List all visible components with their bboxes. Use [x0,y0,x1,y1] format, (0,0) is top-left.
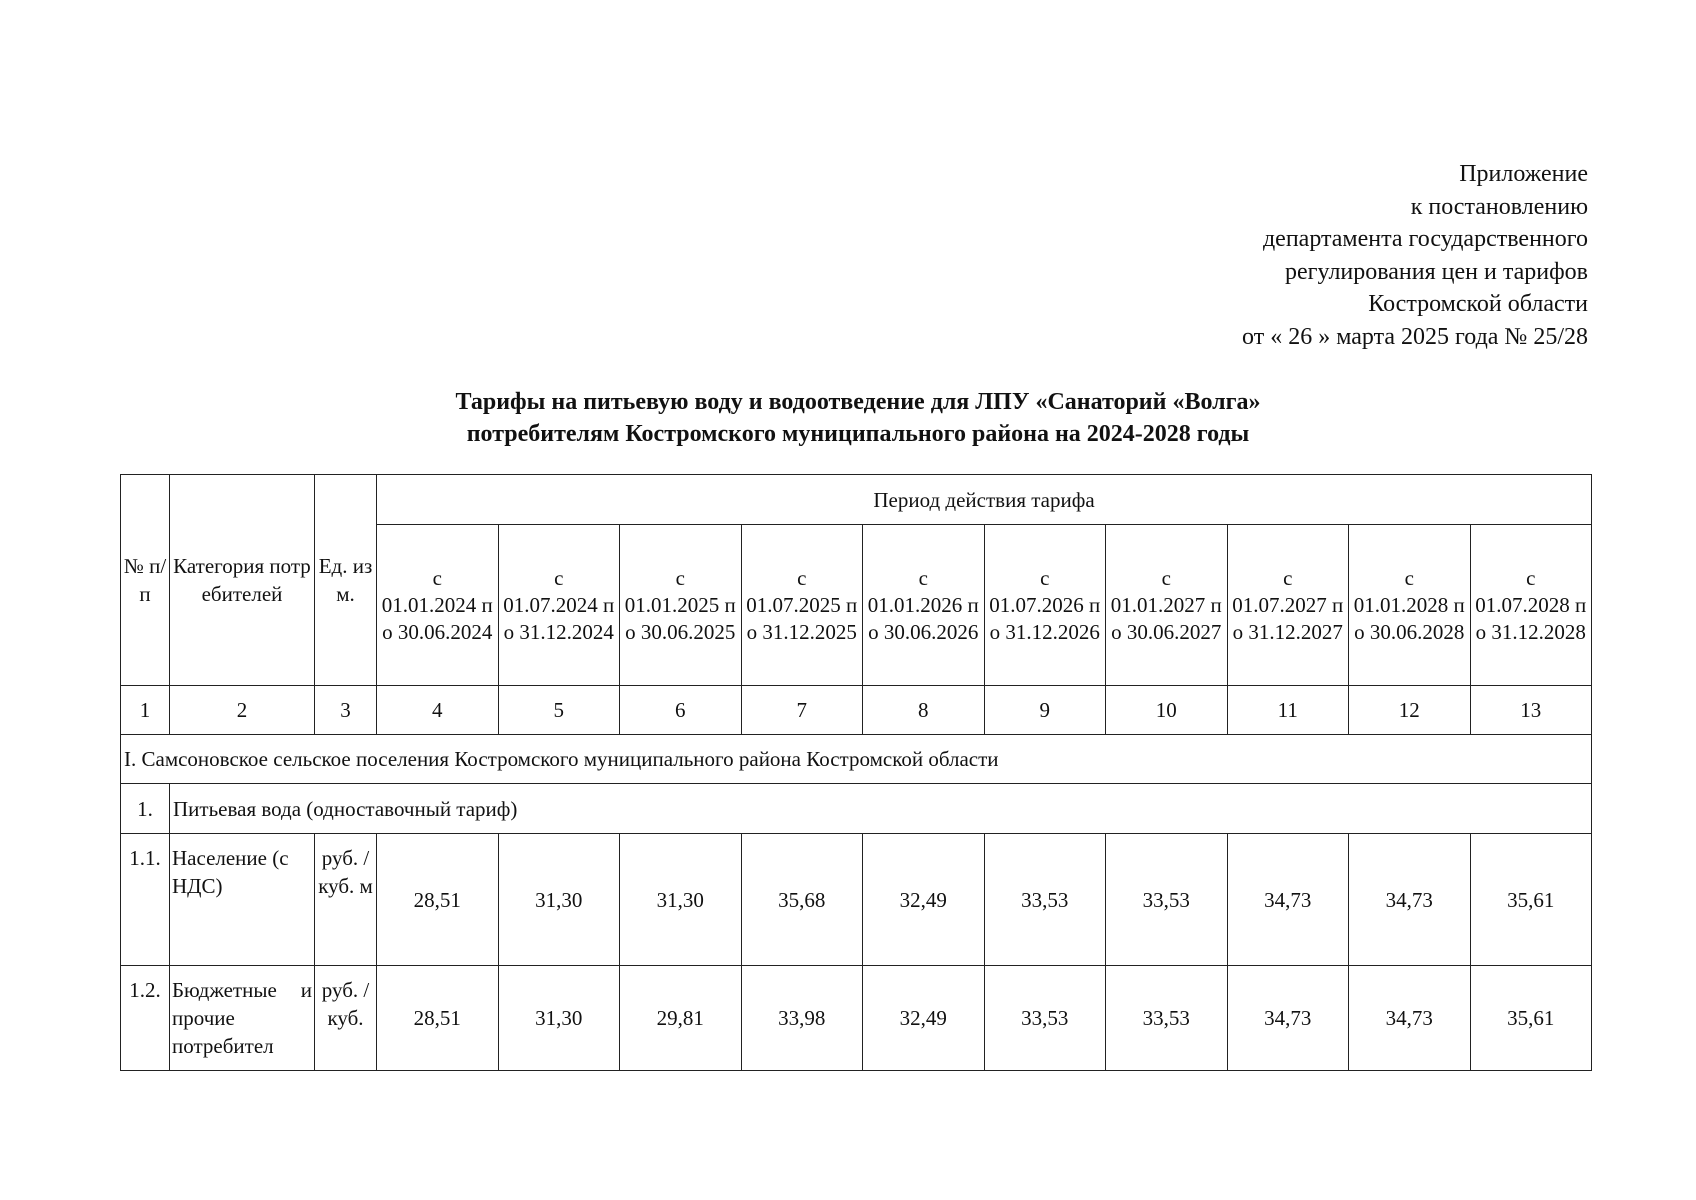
subsection-row [121,784,1592,834]
appendix-line: регулирования цен и тарифов [1285,258,1588,285]
appendix-line: Приложение [1459,161,1588,187]
column-number: 1 [121,686,170,735]
column-number-row [121,686,1592,735]
header-num: № п/п [121,475,170,686]
period-cell: с 01.01.2028 по 30.06.2028 [1349,525,1471,686]
appendix-line: к постановлению [1410,193,1588,220]
column-number: 11 [1227,686,1349,735]
tariff-value: 28,51 [377,834,499,966]
header-row-1 [121,475,1592,525]
column-number: 5 [498,686,620,735]
column-number: 3 [315,686,377,735]
row-category: Население (с НДС) [170,834,315,966]
tariff-value: 34,73 [1227,834,1349,966]
title-line-1: Тарифы на питьевую воду и водоотведение для ЛПУ «Санаторий «Волга» [455,389,1261,415]
tariff-value: 35,61 [1470,834,1592,966]
tariff-value: 32,49 [863,966,985,1071]
section-title: I. Самсоновское сельское поселения Костромского муниципального района Костромской области [121,735,1592,784]
title-line-2: потребителям Костромского муниципального района на 2024-2028 годы [466,421,1250,447]
appendix-line: от « 26 » марта 2025 года № 25/28 [1242,323,1588,350]
appendix-line: Костромской области [1368,291,1588,317]
column-number: 4 [377,686,499,735]
period-cell: с 01.07.2027 по 31.12.2027 [1227,525,1349,686]
tariff-value: 33,98 [741,966,863,1071]
period-cell: с 01.01.2026 по 30.06.2026 [863,525,985,686]
period-cell: с 01.07.2025 по 31.12.2025 [741,525,863,686]
tariff-value: 34,73 [1349,834,1471,966]
tariff-value: 34,73 [1349,966,1471,1071]
row-unit: руб. / куб. [315,966,377,1071]
tariff-value: 29,81 [620,966,742,1071]
period-cell: с 01.01.2027 по 30.06.2027 [1106,525,1228,686]
period-cell: с 01.01.2024 по 30.06.2024 [377,525,499,686]
period-cell: с 01.01.2025 по 30.06.2025 [620,525,742,686]
period-cell: с 01.07.2028 по 31.12.2028 [1470,525,1592,686]
column-number: 2 [170,686,315,735]
period-cell: с 01.07.2026 по 31.12.2026 [984,525,1106,686]
period-cell: с 01.07.2024 по 31.12.2024 [498,525,620,686]
tariff-value: 33,53 [1106,834,1228,966]
column-number: 10 [1106,686,1228,735]
tariff-value: 33,53 [984,834,1106,966]
row-category: Бюджетные и прочие потребител [170,966,315,1071]
subsection-title: Питьевая вода (одноставочный тариф) [170,784,1592,834]
tariff-value: 34,73 [1227,966,1349,1071]
tariff-value: 35,68 [741,834,863,966]
tariff-value: 35,61 [1470,966,1592,1071]
column-number: 7 [741,686,863,735]
row-num: 1.1. [121,834,170,966]
appendix-line: департамента государственного [1262,226,1588,252]
header-category: Категория потребителей [170,475,315,686]
column-number: 9 [984,686,1106,735]
header-unit: Ед. изм. [315,475,377,686]
table-row [121,966,1592,1071]
column-number: 6 [620,686,742,735]
column-number: 12 [1349,686,1471,735]
tariff-value: 31,30 [620,834,742,966]
subsection-num: 1. [121,784,170,834]
header-period: Период действия тарифа [377,475,1592,525]
tariff-value: 31,30 [498,966,620,1071]
tariff-table [120,474,1592,1071]
column-number: 13 [1470,686,1592,735]
tariff-value: 32,49 [863,834,985,966]
table-row [121,834,1592,966]
row-unit: руб. / куб. м [315,834,377,966]
column-number: 8 [863,686,985,735]
tariff-value: 28,51 [377,966,499,1071]
document-title [120,386,1596,450]
tariff-value: 33,53 [1106,966,1228,1071]
row-num: 1.2. [121,966,170,1071]
tariff-value: 33,53 [984,966,1106,1071]
section-row [121,735,1592,784]
appendix-block [1028,158,1588,353]
tariff-value: 31,30 [498,834,620,966]
